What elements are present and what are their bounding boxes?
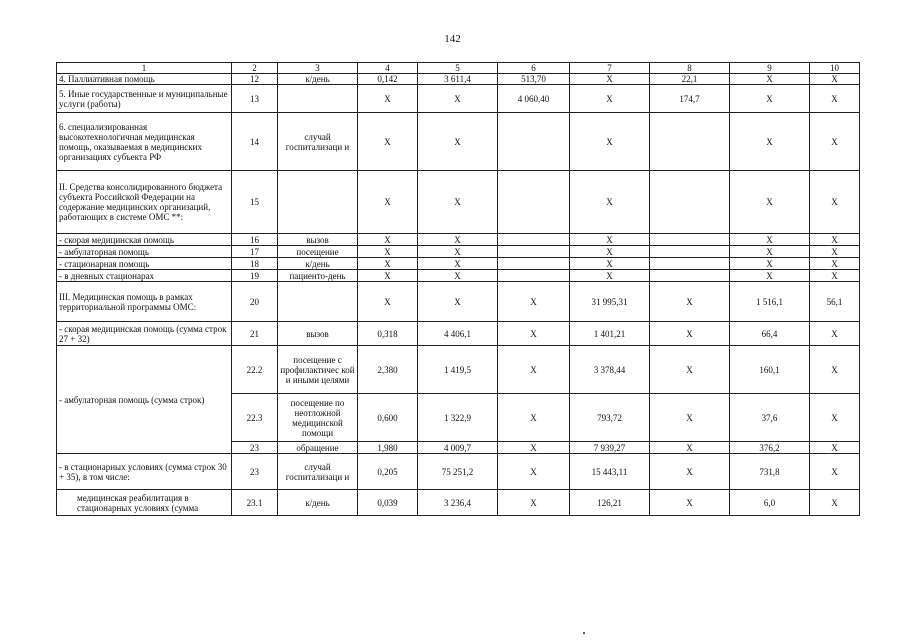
row-number: 23 <box>232 454 278 490</box>
value-cell <box>498 270 570 282</box>
value-cell <box>498 113 570 171</box>
value-cell: 1 516,1 <box>730 282 810 322</box>
value-cell: Х <box>810 74 860 85</box>
scan-speck <box>583 632 585 634</box>
header-cell: 5 <box>418 63 498 74</box>
value-cell: Х <box>498 454 570 490</box>
table-row <box>57 282 860 322</box>
value-cell: 1,980 <box>358 442 418 454</box>
row-number: 20 <box>232 282 278 322</box>
value-cell: Х <box>418 270 498 282</box>
value-cell: Х <box>810 490 860 516</box>
header-cell: 1 <box>57 63 232 74</box>
row-name: - скорая медицинская помощь <box>57 234 232 246</box>
table-row <box>57 171 860 234</box>
header-cell: 6 <box>498 63 570 74</box>
unit-cell: вызов <box>278 322 358 346</box>
value-cell: Х <box>810 394 860 442</box>
row-name: III. Медицинская помощь в рамках территориальной программы ОМС: <box>57 282 232 322</box>
unit-cell: случай госпитализаци и <box>278 113 358 171</box>
value-cell: Х <box>498 282 570 322</box>
value-cell: Х <box>418 282 498 322</box>
value-cell: 1 322,9 <box>418 394 498 442</box>
value-cell: Х <box>730 85 810 113</box>
row-number: 21 <box>232 322 278 346</box>
value-cell: Х <box>358 234 418 246</box>
value-cell <box>650 246 730 258</box>
value-cell: Х <box>730 258 810 270</box>
value-cell: Х <box>730 171 810 234</box>
value-cell: Х <box>498 346 570 394</box>
value-cell: Х <box>358 171 418 234</box>
table-row <box>57 246 860 258</box>
row-name: 4. Паллиативная помощь <box>57 74 232 85</box>
header-cell: 10 <box>810 63 860 74</box>
header-cell: 7 <box>570 63 650 74</box>
value-cell: Х <box>570 171 650 234</box>
unit-cell: пациенто-день <box>278 270 358 282</box>
row-number: 17 <box>232 246 278 258</box>
page-number: 142 <box>444 33 461 45</box>
row-name: - амбулаторная помощь (сумма строк) <box>57 346 232 454</box>
value-cell <box>650 234 730 246</box>
value-cell: Х <box>650 490 730 516</box>
value-cell: 66,4 <box>730 322 810 346</box>
value-cell: Х <box>358 113 418 171</box>
value-cell: Х <box>358 258 418 270</box>
value-cell: Х <box>358 85 418 113</box>
value-cell: Х <box>418 85 498 113</box>
row-number: 12 <box>232 74 278 85</box>
value-cell: 0,142 <box>358 74 418 85</box>
header-cell: 8 <box>650 63 730 74</box>
value-cell: 56,1 <box>810 282 860 322</box>
value-cell: Х <box>570 258 650 270</box>
value-cell: Х <box>810 246 860 258</box>
unit-cell <box>278 85 358 113</box>
value-cell: 2,380 <box>358 346 418 394</box>
header-row <box>57 63 860 74</box>
value-cell: 31 995,31 <box>570 282 650 322</box>
value-cell: 3 611,4 <box>418 74 498 85</box>
row-number: 23.1 <box>232 490 278 516</box>
value-cell: Х <box>810 113 860 171</box>
value-cell: Х <box>498 322 570 346</box>
header-cell: 2 <box>232 63 278 74</box>
value-cell: Х <box>810 171 860 234</box>
row-name: - в дневных стационарах <box>57 270 232 282</box>
value-cell: Х <box>498 442 570 454</box>
value-cell: 1 419,5 <box>418 346 498 394</box>
unit-cell: посещение <box>278 246 358 258</box>
value-cell <box>650 171 730 234</box>
row-name: II. Средства консолидированного бюджета субъекта Российской Федерации на содержание медицинских организаций, работающих в системе ОМС **: <box>57 171 232 234</box>
value-cell: 4 009,7 <box>418 442 498 454</box>
value-cell <box>498 171 570 234</box>
value-cell: Х <box>730 234 810 246</box>
row-number: 14 <box>232 113 278 171</box>
value-cell <box>498 234 570 246</box>
row-number: 19 <box>232 270 278 282</box>
row-number: 22.3 <box>232 394 278 442</box>
value-cell: Х <box>730 74 810 85</box>
value-cell: 0,318 <box>358 322 418 346</box>
value-cell: 6,0 <box>730 490 810 516</box>
value-cell: Х <box>358 270 418 282</box>
value-cell <box>498 246 570 258</box>
value-cell: Х <box>498 490 570 516</box>
table-row <box>57 258 860 270</box>
value-cell: 4 060,40 <box>498 85 570 113</box>
value-cell: Х <box>650 394 730 442</box>
row-number: 16 <box>232 234 278 246</box>
value-cell: 793,72 <box>570 394 650 442</box>
unit-cell: вызов <box>278 234 358 246</box>
header-cell: 9 <box>730 63 810 74</box>
unit-cell: посещение с профилактичес кой и иными целями <box>278 346 358 394</box>
value-cell: 22,1 <box>650 74 730 85</box>
value-cell: Х <box>810 234 860 246</box>
value-cell: Х <box>730 246 810 258</box>
unit-cell: к/день <box>278 490 358 516</box>
table-row <box>57 113 860 171</box>
value-cell: Х <box>810 346 860 394</box>
row-name: - амбулаторная помощь <box>57 246 232 258</box>
value-cell: 7 939,27 <box>570 442 650 454</box>
value-cell: Х <box>730 270 810 282</box>
table-row <box>57 322 860 346</box>
value-cell: 126,21 <box>570 490 650 516</box>
value-cell: 160,1 <box>730 346 810 394</box>
value-cell: Х <box>570 74 650 85</box>
value-cell: Х <box>650 454 730 490</box>
table-row <box>57 234 860 246</box>
unit-cell: к/день <box>278 258 358 270</box>
value-cell <box>650 258 730 270</box>
value-cell: Х <box>650 346 730 394</box>
value-cell: Х <box>358 246 418 258</box>
value-cell <box>650 270 730 282</box>
unit-cell: к/день <box>278 74 358 85</box>
value-cell: 0,205 <box>358 454 418 490</box>
row-name: - стационарная помощь <box>57 258 232 270</box>
value-cell: Х <box>730 113 810 171</box>
data-table <box>56 62 860 516</box>
value-cell <box>498 258 570 270</box>
value-cell: 731,8 <box>730 454 810 490</box>
value-cell: Х <box>810 270 860 282</box>
value-cell: Х <box>358 282 418 322</box>
row-name: медицинская реабилитация в стационарных условиях (сумма <box>57 490 232 516</box>
table-row <box>57 490 860 516</box>
unit-cell: случай госпитализаци и <box>278 454 358 490</box>
value-cell: Х <box>810 258 860 270</box>
value-cell: Х <box>570 246 650 258</box>
value-cell: Х <box>570 234 650 246</box>
header-cell: 3 <box>278 63 358 74</box>
value-cell: 376,2 <box>730 442 810 454</box>
table-row <box>57 454 860 490</box>
row-number: 13 <box>232 85 278 113</box>
value-cell: 15 443,11 <box>570 454 650 490</box>
unit-cell <box>278 282 358 322</box>
value-cell: Х <box>810 454 860 490</box>
value-cell: Х <box>810 442 860 454</box>
value-cell: Х <box>650 322 730 346</box>
value-cell: 513,70 <box>498 74 570 85</box>
value-cell: 37,6 <box>730 394 810 442</box>
table-row <box>57 346 860 394</box>
value-cell: Х <box>498 394 570 442</box>
row-name: 6. специализированная высокотехнологичная медицинская помощь, оказываемая в медицинских организациях субъекта РФ <box>57 113 232 171</box>
value-cell: Х <box>418 234 498 246</box>
value-cell: Х <box>418 171 498 234</box>
value-cell: 3 378,44 <box>570 346 650 394</box>
value-cell: Х <box>810 322 860 346</box>
value-cell: Х <box>570 270 650 282</box>
unit-cell: посещение по неотложной медицинской помощи <box>278 394 358 442</box>
value-cell: Х <box>418 246 498 258</box>
table-row <box>57 74 860 85</box>
value-cell: Х <box>570 113 650 171</box>
table-row <box>57 85 860 113</box>
unit-cell <box>278 171 358 234</box>
unit-cell: обращение <box>278 442 358 454</box>
row-number: 15 <box>232 171 278 234</box>
value-cell: 174,7 <box>650 85 730 113</box>
row-name: - скорая медицинская помощь (сумма строк 27 + 32) <box>57 322 232 346</box>
row-name: - в стационарных условиях (сумма строк 30 + 35), в том числе: <box>57 454 232 490</box>
value-cell: 75 251,2 <box>418 454 498 490</box>
value-cell: Х <box>418 258 498 270</box>
value-cell: 4 406,1 <box>418 322 498 346</box>
row-number: 22.2 <box>232 346 278 394</box>
value-cell: Х <box>418 113 498 171</box>
value-cell: 0,600 <box>358 394 418 442</box>
row-number: 18 <box>232 258 278 270</box>
value-cell: 3 236,4 <box>418 490 498 516</box>
table-row <box>57 270 860 282</box>
value-cell: Х <box>570 85 650 113</box>
row-name: 5. Иные государственные и муниципальные услуги (работы) <box>57 85 232 113</box>
value-cell <box>650 113 730 171</box>
value-cell: Х <box>650 442 730 454</box>
value-cell: Х <box>810 85 860 113</box>
header-cell: 4 <box>358 63 418 74</box>
value-cell: Х <box>650 282 730 322</box>
value-cell: 1 401,21 <box>570 322 650 346</box>
value-cell: 0,039 <box>358 490 418 516</box>
row-number: 23 <box>232 442 278 454</box>
